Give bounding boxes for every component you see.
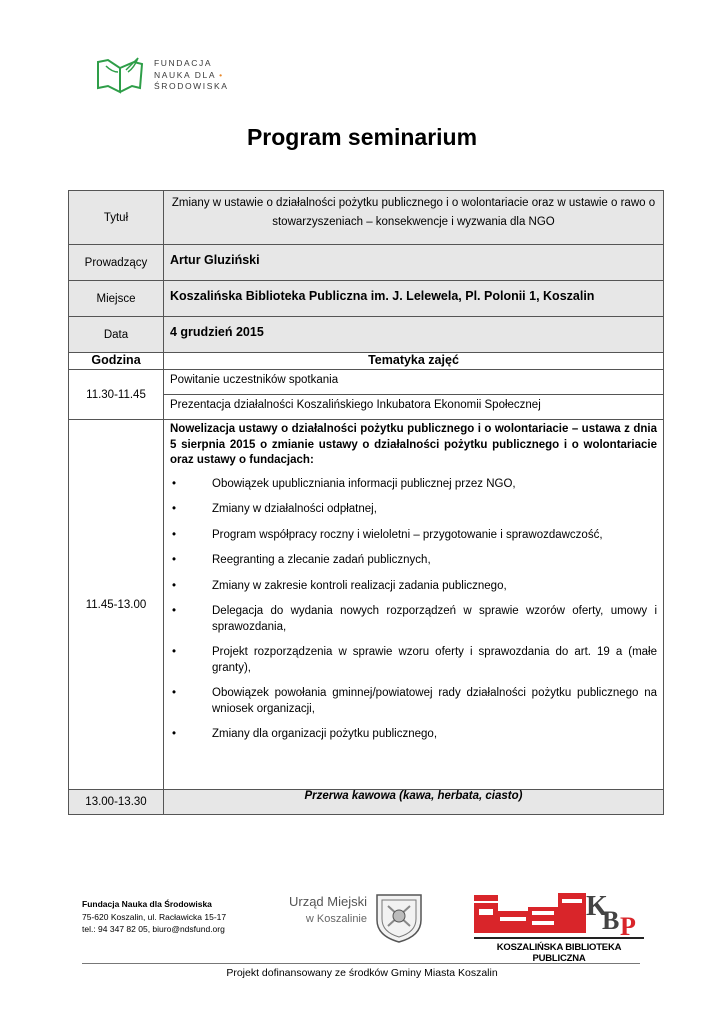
date-label: Data — [69, 317, 164, 353]
time-cell: 13.00-13.30 — [69, 790, 164, 815]
city-office-line-1: Urząd Miejski — [288, 894, 367, 909]
list-item-text: Reegranting a zlecanie zadań publicznych, — [212, 554, 431, 566]
topic-cell — [164, 420, 664, 790]
footer-contact: tel.: 94 347 82 05, biuro@ndsfund.org — [82, 924, 225, 934]
footer-address — [82, 898, 226, 936]
logo-line-1: FUNDACJA — [154, 58, 213, 68]
title-row — [69, 191, 664, 245]
page-title: Program seminarium — [246, 124, 478, 150]
list-item-text: Zmiany w zakresie kontroli realizacji zadania publicznego, — [212, 579, 507, 592]
list-item-text: Projekt rozporządzenia w sprawie wzoru oferty i sprawozdania do art. 19 a (małe granty), — [212, 646, 657, 674]
footer-street: 75-620 Koszalin, ul. Racławicka 15-17 — [82, 911, 227, 922]
city-crest-icon — [374, 892, 424, 944]
time-cell: 11.45-13.00 — [69, 420, 164, 790]
column-header-topic: Tematyka zajęć — [164, 353, 664, 370]
logo-line-2: NAUKA DLA — [154, 69, 217, 80]
topic-cell: Przerwa kawowa (kawa, herbata, ciasto) — [164, 790, 664, 815]
bullet-icon: • — [172, 646, 177, 658]
list-item — [170, 727, 657, 743]
host-value: Artur Gluziński — [164, 245, 664, 281]
funding-note: Projekt dofinansowany ze środków Gminy Miasta Koszalin — [226, 967, 498, 979]
book-leaf-icon — [92, 52, 152, 96]
schedule-row — [69, 420, 664, 790]
host-label: Prowadzący — [69, 245, 164, 281]
schedule-row — [69, 790, 664, 815]
list-item — [170, 528, 657, 544]
list-item-text: Program współpracy roczny i wieloletni – przygotowanie i sprawozdawczość, — [212, 528, 603, 541]
date-row — [69, 317, 664, 353]
date-value: 4 grudzień 2015 — [164, 317, 664, 353]
list-item-text: Obowiązek powołania gminnej/powiatowej rady działalności pożytku publicznego na wniosek organizacji, — [212, 687, 657, 715]
list-item-text: Delegacja do wydania nowych rozporządzeń w sprawie wzorów oferty, umowy i sprawozdania, — [212, 605, 657, 633]
topic-list — [170, 477, 657, 743]
bullet-icon: • — [172, 728, 177, 740]
host-row — [69, 245, 664, 281]
city-office-logo-text — [283, 894, 367, 925]
column-header-time: Godzina — [69, 353, 164, 370]
program-table — [68, 190, 664, 815]
logo-dot: • — [219, 69, 224, 80]
time-cell: 11.30-11.45 — [69, 370, 164, 420]
list-item-text: Obowiązek upubliczniania informacji publicznej przez NGO, — [212, 477, 516, 490]
list-item — [170, 645, 657, 676]
topic-intro: Nowelizacja ustawy o działalności pożytku publicznego i o wolontariacie – ustawa z dnia 5 sierpnia 2015 o zmianie ustawy o działalności pożytku publicznego i o wolontariacie oraz ustawy o fundacjach: — [170, 423, 657, 466]
list-item — [170, 553, 657, 569]
list-item — [170, 502, 657, 518]
footer-divider — [82, 963, 640, 964]
bullet-icon: • — [172, 528, 177, 541]
list-item-text: Zmiany dla organizacji pożytku publicznego, — [212, 728, 438, 740]
list-item — [170, 477, 657, 493]
library-name: KOSZALIŃSKA BIBLIOTEKA PUBLICZNA — [496, 942, 622, 964]
bullet-icon: • — [172, 605, 177, 617]
bullet-icon: • — [172, 503, 177, 515]
library-logo-rule — [474, 937, 644, 939]
schedule-row — [69, 370, 664, 395]
library-logo-icon — [474, 889, 646, 937]
city-office-line-2: w Koszalinie — [305, 913, 367, 925]
bullet-icon: • — [172, 579, 177, 592]
topic-cell: Prezentacja działalności Koszalińskiego Inkubatora Ekonomii Społecznej — [164, 395, 664, 420]
bullet-icon: • — [172, 554, 177, 566]
place-row — [69, 281, 664, 317]
kbp-letters-k: K — [586, 891, 608, 922]
logo-line-3: ŚRODOWISKA — [154, 81, 229, 91]
title-label: Tytuł — [69, 191, 164, 245]
list-item — [170, 579, 657, 595]
list-item — [170, 686, 657, 717]
list-item — [170, 604, 657, 635]
title-value: Zmiany w ustawie o działalności pożytku publicznego i o wolontariacie oraz w ustawie o rawo o stowarzyszeniach – konsekwencje i wyzwania dla NGO — [164, 191, 664, 245]
bullet-icon: • — [172, 687, 177, 699]
list-item-text: Zmiany w działalności odpłatnej, — [212, 503, 377, 515]
kbp-letters-b: B — [602, 906, 620, 935]
topic-cell: Powitanie uczestników spotkania — [164, 370, 664, 395]
place-label: Miejsce — [69, 281, 164, 317]
bullet-icon: • — [172, 477, 177, 490]
schedule-header-row — [69, 353, 664, 370]
place-value: Koszalińska Biblioteka Publiczna im. J. Lelewela, Pl. Polonii 1, Koszalin — [164, 281, 664, 317]
footer-org-name: Fundacja Nauka dla Środowiska — [82, 899, 212, 909]
kbp-letters-p: P — [620, 912, 636, 937]
foundation-logo — [92, 50, 232, 100]
